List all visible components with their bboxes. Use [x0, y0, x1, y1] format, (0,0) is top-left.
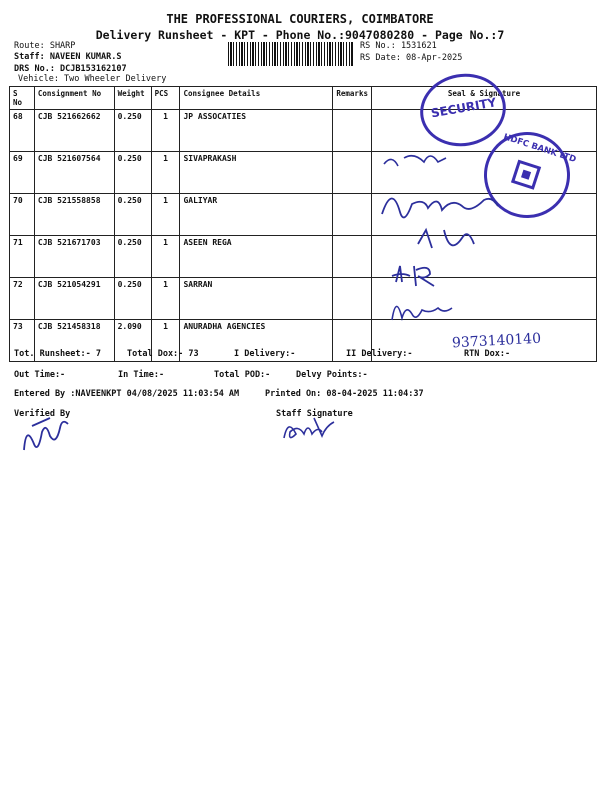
- cell-remarks: [333, 152, 372, 194]
- document-title: THE PROFESSIONAL COURIERS, COIMBATORE: [166, 12, 434, 26]
- i-delivery: I Delivery:-: [234, 349, 296, 359]
- staff-signature-image: [278, 412, 342, 446]
- barcode-image: [228, 42, 354, 66]
- signature-row-70: [382, 198, 498, 217]
- seal-text: SECURITY: [429, 95, 498, 121]
- cell-sno: 68: [10, 110, 35, 152]
- cell-pcs: 1: [151, 110, 180, 152]
- column-header-remarks: Remarks: [333, 87, 372, 110]
- cell-sno: 72: [10, 278, 35, 320]
- bank-seal-text: HDFC BANK LTD: [502, 132, 578, 166]
- cell-sno: 73: [10, 320, 35, 362]
- column-header-pcs: PCS: [151, 87, 180, 110]
- cell-consignment: CJB 521607564: [34, 152, 114, 194]
- total-dox: Total Dox:- 73: [127, 349, 199, 359]
- cell-consignee: ANURADHA AGENCIES: [180, 320, 333, 362]
- cell-consignee: JP ASSOCATIES: [180, 110, 333, 152]
- verified-by-label: Verified By: [14, 409, 71, 419]
- cell-remarks: [333, 194, 372, 236]
- column-header-consignment: Consignment No: [34, 87, 114, 110]
- tot-runsheet: Tot. Runsheet:- 7: [14, 349, 101, 359]
- cell-pcs: 1: [151, 152, 180, 194]
- column-header-sno: S No: [10, 87, 35, 110]
- delvy-points: Delvy Points:-: [296, 370, 368, 380]
- cell-pcs: 1: [151, 194, 180, 236]
- cell-consignment: CJB 521458318: [34, 320, 114, 362]
- cell-sno: 71: [10, 236, 35, 278]
- drs-number: DRS No.: DCJB153162107: [14, 64, 127, 74]
- cell-consignee: SIVAPRAKASH: [180, 152, 333, 194]
- column-header-weight: Weight: [114, 87, 151, 110]
- cell-pcs: 1: [151, 320, 180, 362]
- cell-sno: 69: [10, 152, 35, 194]
- printed-on: Printed On: 08-04-2025 11:04:37: [265, 389, 424, 399]
- document-subtitle: Delivery Runsheet - KPT - Phone No.:9047080280 - Page No.:7: [95, 28, 505, 42]
- total-pod: Total POD:-: [214, 370, 271, 380]
- rs-number: RS No.: 1531621: [360, 41, 437, 51]
- out-time: Out Time:-: [14, 370, 66, 380]
- cell-consignment: CJB 521671703: [34, 236, 114, 278]
- staff-signature-label: Staff Signature: [276, 409, 353, 419]
- cell-weight: 2.090: [114, 320, 151, 362]
- table-header-row: [10, 87, 597, 110]
- cell-pcs: 1: [151, 278, 180, 320]
- signature-row-69: [384, 156, 446, 166]
- cell-weight: 0.250: [114, 236, 151, 278]
- cell-weight: 0.250: [114, 152, 151, 194]
- vehicle-label: Vehicle: Two Wheeler Delivery: [18, 74, 167, 84]
- signature-row-73: [392, 306, 452, 320]
- cell-weight: 0.250: [114, 110, 151, 152]
- signature-row-72: [392, 266, 434, 286]
- cell-consignment: CJB 521558858: [34, 194, 114, 236]
- verified-by-signature: [18, 412, 78, 456]
- cell-consignee: GALIYAR: [180, 194, 333, 236]
- route-label: Route: SHARP: [14, 41, 76, 51]
- ii-delivery: II Delivery:-: [346, 349, 413, 359]
- cell-consignment: CJB 521662662: [34, 110, 114, 152]
- entered-by: Entered By :NAVEENKPT 04/08/2025 11:03:54 AM: [14, 389, 240, 399]
- column-header-consignee: Consignee Details: [180, 87, 333, 110]
- cell-pcs: 1: [151, 236, 180, 278]
- column-header-signature: Seal & Signature: [371, 87, 596, 110]
- cell-remarks: [333, 278, 372, 320]
- cell-consignment: CJB 521054291: [34, 278, 114, 320]
- cell-weight: 0.250: [114, 194, 151, 236]
- cell-consignee: ASEEN REGA: [180, 236, 333, 278]
- signature-row-71: [418, 230, 474, 248]
- staff-label: Staff: NAVEEN KUMAR.S: [14, 52, 122, 62]
- cell-consignee: SARRAN: [180, 278, 333, 320]
- cell-remarks: [333, 236, 372, 278]
- rs-date: RS Date: 08-Apr-2025: [360, 53, 463, 63]
- in-time: In Time:-: [118, 370, 165, 380]
- cell-weight: 0.250: [114, 278, 151, 320]
- cell-remarks: [333, 110, 372, 152]
- handwritten-phone-note: 9373140140: [451, 330, 542, 352]
- handwritten-signatures: [370, 140, 600, 340]
- rtn-dox: RTN Dox:-: [464, 349, 511, 359]
- cell-sno: 70: [10, 194, 35, 236]
